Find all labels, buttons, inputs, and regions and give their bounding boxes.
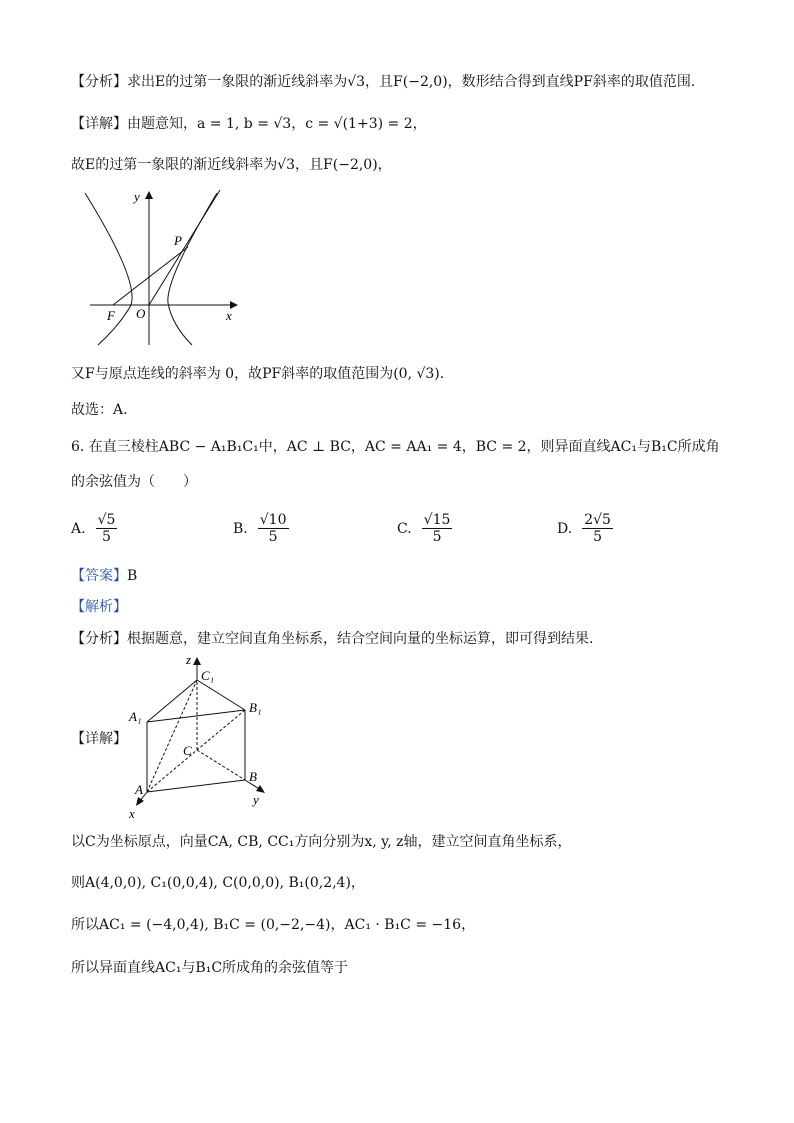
option-label: A. [71, 520, 86, 537]
option-fraction: $\frac{√15}{5}$ [423, 512, 451, 545]
slope-range-text: 又F与原点连线的斜率为 0，故PF斜率的取值范围为(0, √3). [71, 366, 445, 382]
answer-tag: 【答案】 [71, 568, 127, 584]
question-6-text: 6. 在直三棱柱ABC − A₁B₁C₁中，AC ⊥ BC，AC = AA₁ = 4，BC = 2，则异面直线AC₁与B₁C所成角 [71, 439, 720, 455]
option-d [557, 512, 613, 545]
hyperbola-figure [80, 185, 250, 350]
label-a1: A₁ [129, 709, 142, 724]
analysis-2-text: 根据题意，建立空间直角坐标系，结合空间向量的坐标运算，即可得到结果. [127, 631, 594, 647]
choice-line [71, 400, 128, 420]
points-text: 则A(4,0,0), C₁(0,0,4), C(0,0,0), B₁(0,2,4)， [71, 875, 365, 891]
detail-text: 由题意知，a = 1, b = √3，c = √(1+3) = 2， [127, 116, 427, 132]
label-y: y [134, 189, 140, 204]
asymptote-line [71, 155, 392, 175]
slope-range-line [71, 364, 444, 384]
asymptote [149, 190, 220, 305]
cosine-text: 所以异面直线AC₁与B₁C所成角的余弦值等于 [71, 960, 349, 976]
question-6-line1 [71, 437, 720, 457]
analysis-2-tag: 【分析】 [71, 631, 127, 647]
detail-line [71, 114, 427, 134]
option-fraction: $\frac{√5}{5}$ [97, 512, 116, 545]
label-b1: B₁ [249, 700, 262, 715]
answer-line [71, 566, 137, 586]
answer-value: B [127, 568, 138, 584]
solution-tag: 【解析】 [71, 599, 127, 615]
analysis-text: 求出E的过第一象限的渐近线斜率为√3，且F(−2,0)，数形结合得到直线PF斜率的取值范围. [127, 74, 696, 90]
option-b [233, 512, 289, 545]
choice-text: 故选：A. [71, 402, 128, 418]
x-axis-arrow [136, 797, 144, 806]
prism-figure [125, 652, 275, 822]
diagonal-b1-c [197, 710, 245, 750]
label-x: x [226, 308, 232, 323]
option-label: B. [233, 520, 248, 537]
edge-c1-b1 [197, 680, 245, 710]
analysis-line [71, 72, 695, 92]
detail-tag: 【详解】 [71, 116, 127, 132]
label-c1: C₁ [201, 668, 215, 683]
coordinate-system-text: 以C为坐标原点，向量CA, CB, CC₁方向分别为x, y, z轴，建立空间直角坐标系， [71, 834, 572, 850]
asymptote-text: 故E的过第一象限的渐近线斜率为√3，且F(−2,0)， [71, 157, 392, 173]
z-axis-arrow [193, 657, 201, 665]
edge-a1-c1 [147, 680, 197, 722]
option-a [71, 512, 117, 545]
question-6-text-2: 的余弦值为（ ） [71, 474, 197, 490]
points-line [71, 873, 365, 893]
option-fraction: $\frac{√10}{5}$ [259, 512, 287, 545]
label-p: P [174, 233, 182, 248]
label-a: A [135, 782, 143, 797]
y-axis-arrow [145, 191, 153, 199]
question-6-line2 [71, 472, 197, 492]
label-f: F [107, 308, 115, 323]
label-z: z [186, 652, 192, 667]
option-fraction: $\frac{2√5}{5}$ [584, 512, 611, 545]
solution-heading-line [71, 597, 127, 617]
analysis-2-line [71, 629, 593, 649]
label-b: B [249, 769, 257, 784]
option-c [397, 512, 452, 545]
detail-2-line [71, 729, 127, 749]
label-x: x [129, 806, 135, 821]
line-pf [113, 247, 188, 305]
diagonal-a-c1 [147, 680, 197, 792]
vectors-text: 所以AC₁ = (−4,0,4), B₁C = (0,−2,−4)，AC₁ · B₁C = −16， [71, 917, 476, 933]
option-label: D. [557, 520, 573, 537]
label-c: C [183, 743, 192, 758]
edge-a1-b1 [147, 710, 245, 722]
hyperbola-right-branch [168, 193, 217, 345]
edge-a-b [147, 780, 245, 792]
edge-c-b [197, 750, 245, 780]
label-y: y [253, 792, 259, 807]
coordinate-system-line [71, 832, 572, 852]
option-label: C. [397, 520, 412, 537]
detail-2-tag: 【详解】 [71, 731, 127, 747]
label-o: O [136, 306, 146, 321]
cosine-line [71, 958, 348, 978]
vectors-line [71, 915, 475, 935]
analysis-tag: 【分析】 [71, 74, 127, 90]
